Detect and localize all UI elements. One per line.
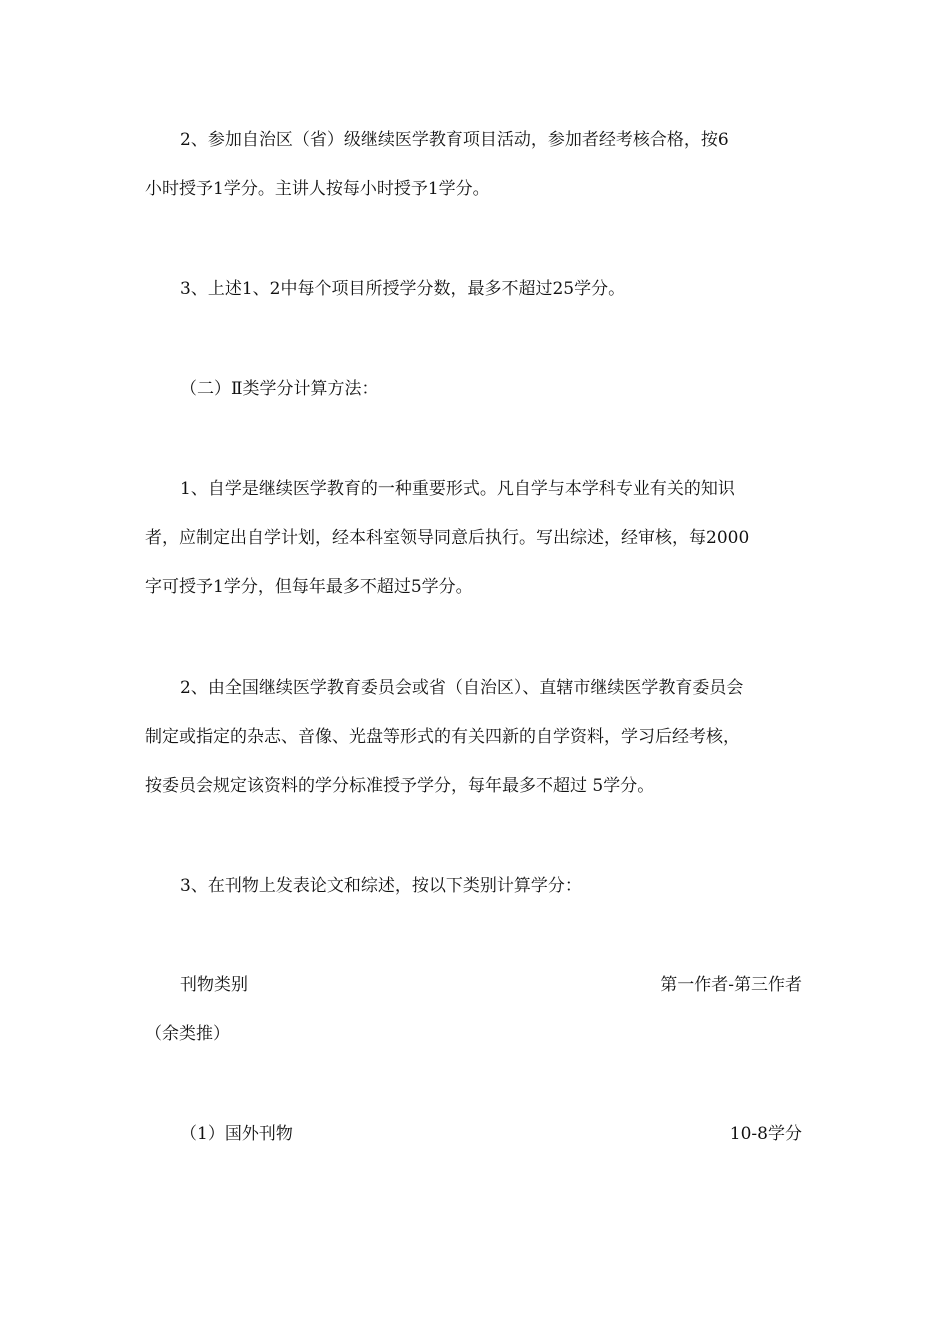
para-2-line-1: 3、上述1、2中每个项目所授学分数，最多不超过25学分。 — [180, 279, 626, 299]
para-1-line-1: 2、参加自治区（省）级继续医学教育项目活动，参加者经考核合格，按6 — [180, 130, 729, 150]
table-row-1-category: （1）国外刊物 — [180, 1124, 293, 1144]
table-header-continued: （余类推） — [145, 1024, 230, 1044]
para-3-line-2: 者，应制定出自学计划，经本科室领导同意后执行。写出综述，经审核，每2000 — [145, 528, 750, 548]
section-heading-2: （二）Ⅱ类学分计算方法： — [180, 379, 379, 399]
para-3-line-1: 1、自学是继续医学教育的一种重要形式。凡自学与本学科专业有关的知识 — [180, 479, 735, 499]
para-4-line-3: 按委员会规定该资料的学分标准授予学分，每年最多不超过 5学分。 — [145, 776, 655, 796]
para-3-line-3: 字可授予1学分，但每年最多不超过5学分。 — [145, 577, 473, 597]
table-header-authors: 第一作者-第三作者 — [660, 975, 802, 995]
table-row-1-credits: 10-8学分 — [729, 1124, 802, 1144]
para-4-line-1: 2、由全国继续医学教育委员会或省（自治区）、直辖市继续医学教育委员会 — [180, 678, 744, 698]
para-5-line-1: 3、在刊物上发表论文和综述，按以下类别计算学分： — [180, 876, 582, 896]
table-header-category: 刊物类别 — [180, 975, 248, 995]
para-1-line-2: 小时授予1学分。主讲人按每小时授予1学分。 — [145, 179, 490, 199]
para-4-line-2: 制定或指定的杂志、音像、光盘等形式的有关四新的自学资料，学习后经考核， — [145, 727, 740, 747]
